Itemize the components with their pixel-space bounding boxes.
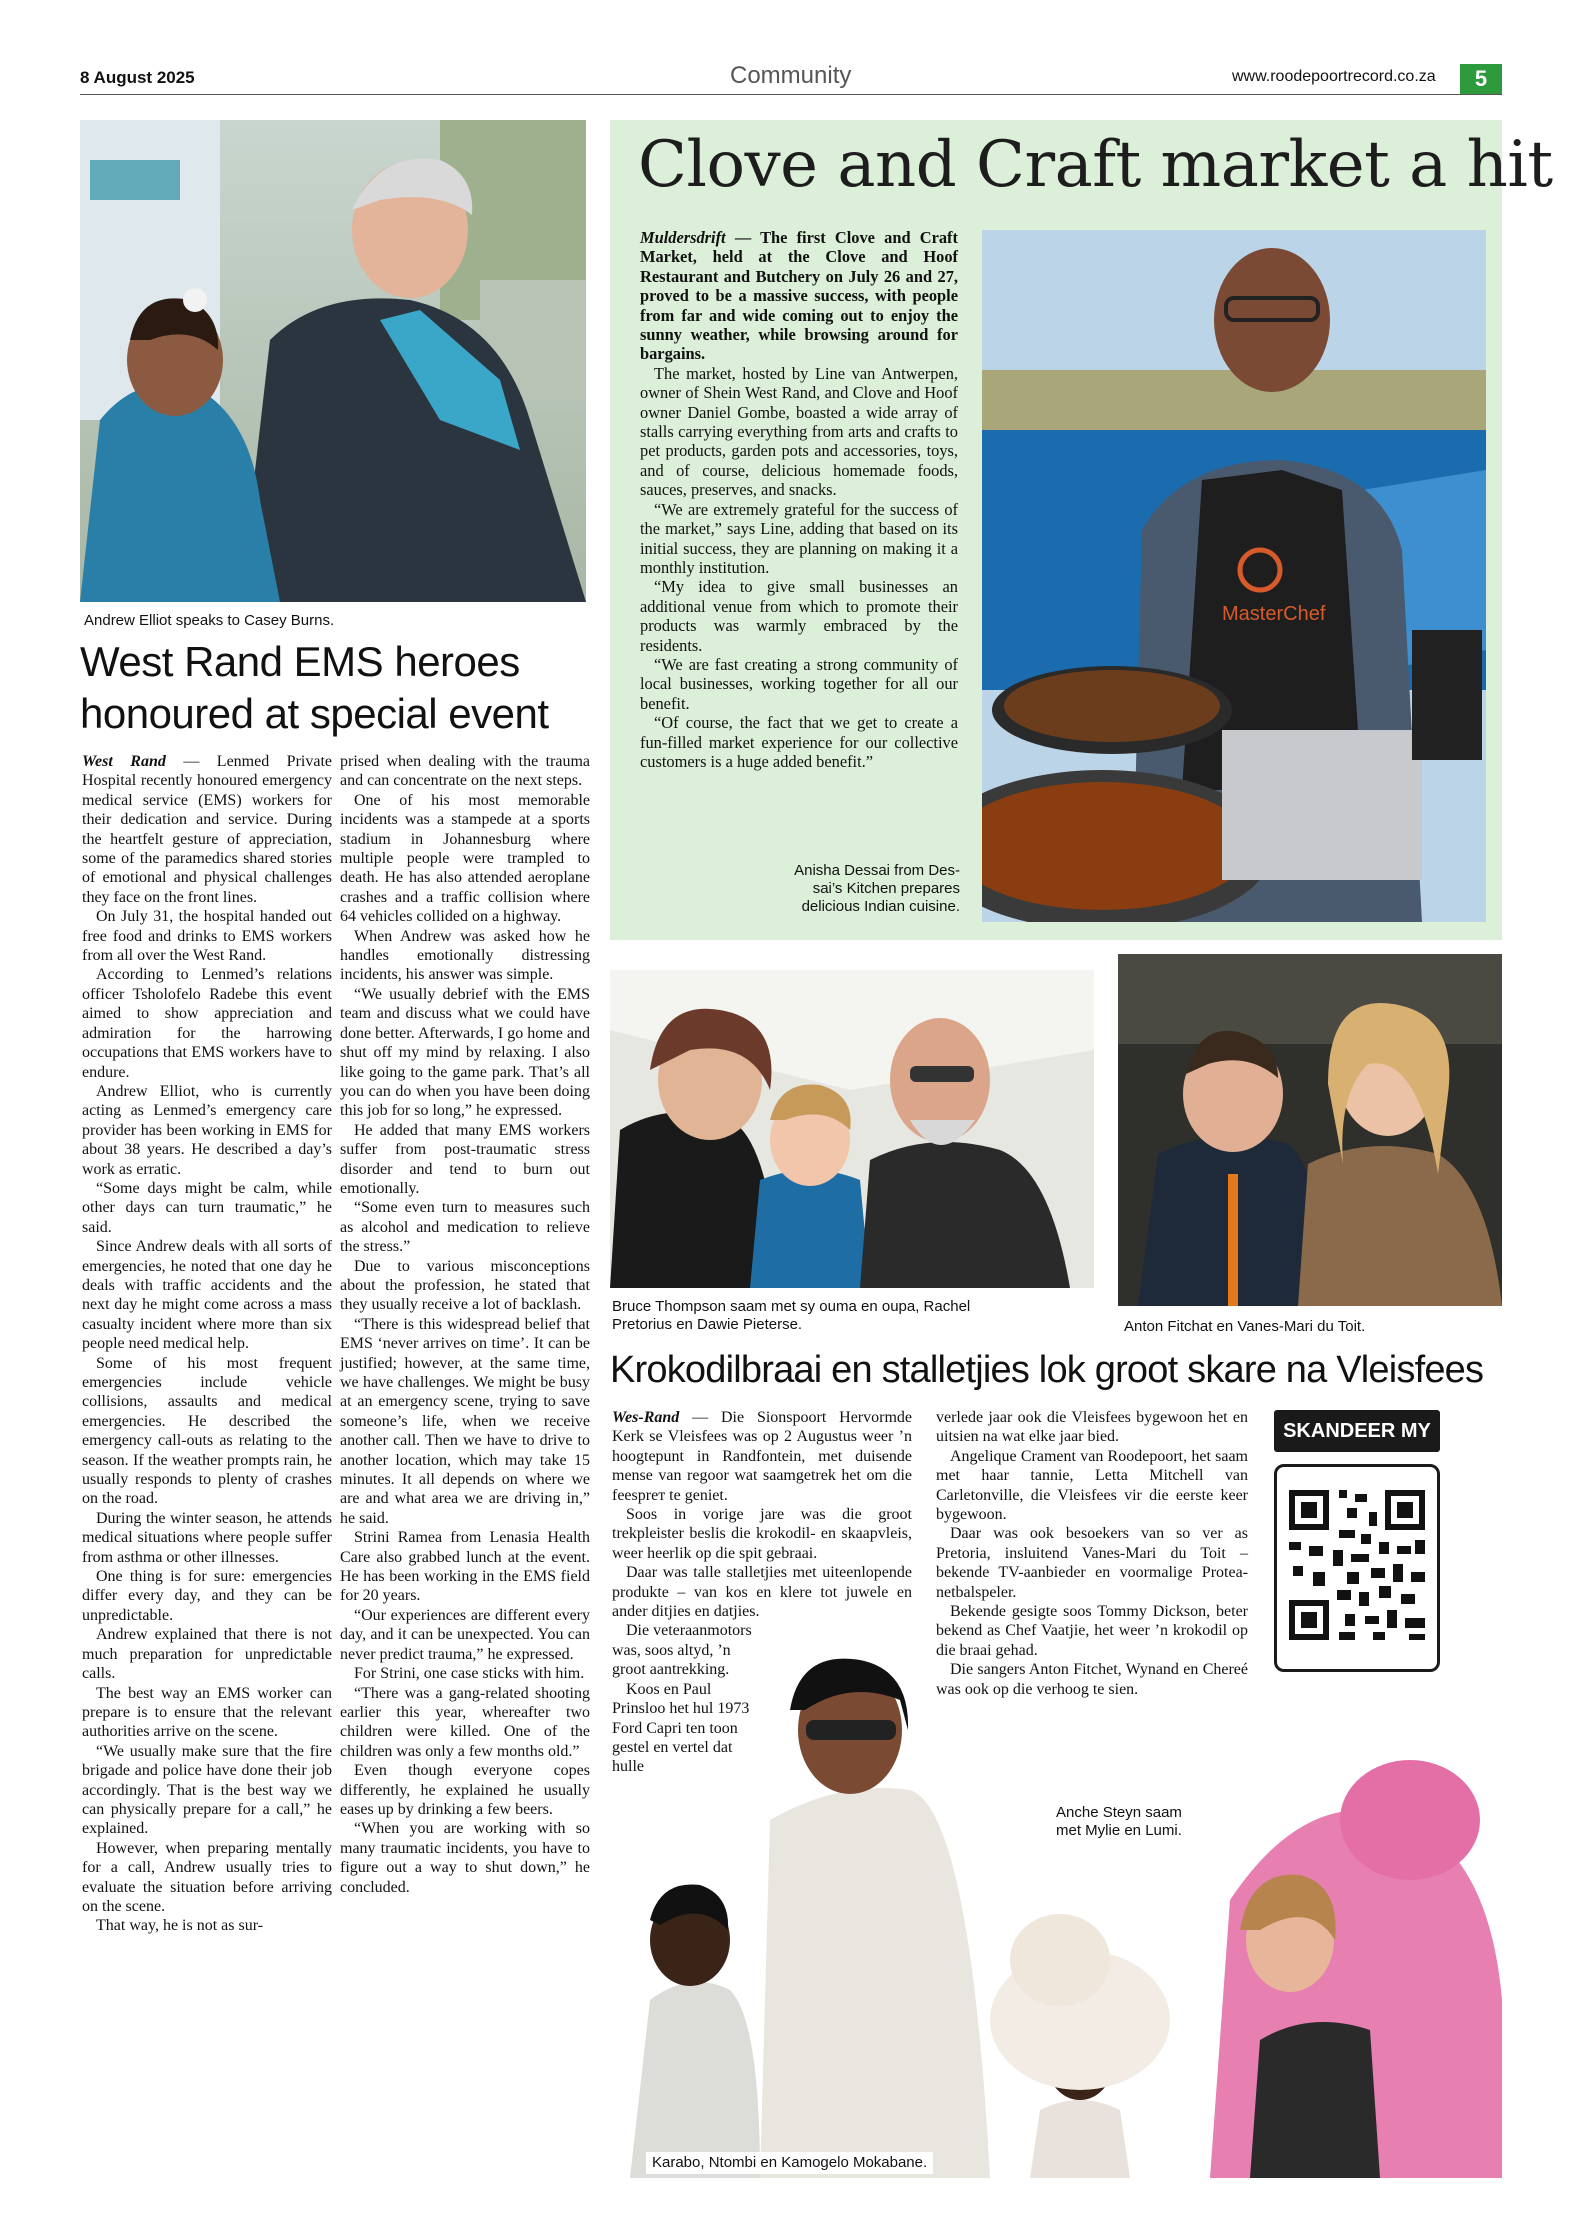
- ems-dateline: West Rand: [82, 753, 166, 770]
- issue-date: 8 August 2025: [80, 68, 195, 87]
- ems-para: “We usually make sure that the fire brigade and police have done their job accordingly. That is the best way we can physically prepare for a call,” he explained.: [82, 1742, 332, 1838]
- clove-headline: Clove and Craft market a hit: [638, 128, 1553, 202]
- ems-para: “Some even turn to measures such as alcohol and medication to relieve the stress.”: [340, 1199, 590, 1256]
- header-rule: [80, 94, 1502, 95]
- vleisfees-para: Koos en Paul Prinsloo het hul 1973 Ford Capri ten toon gestel en vertel dat hulle: [612, 1680, 750, 1776]
- ems-headline-line1: West Rand EMS heroes: [80, 638, 520, 685]
- vleisfees-para: Daar was ook besoekers van so ver as Pretoria, insluitend Vanes-Mari du Toit – bekende TV-aanbieder en voormalige Protea-netbalspeler.: [936, 1525, 1248, 1601]
- ems-para: During the winter season, he attends medical situations where people suffer from asthma or other illnesses.: [82, 1509, 332, 1566]
- ems-para: “There is this widespread belief that EMS ‘never arrives on time’. It can be justified; however, at the same time, we have challenges. We might be busy at an emergency scene, trying to save someone’s life, when we receive another call. Then we have to drive to another location, which may take 15 minutes. It all depends on where we are and what area we are driving in,” he said.: [340, 1315, 590, 1527]
- vleisfees-para: Angelique Crament van Roodepoort, het saam met haar tannie, Letta Mitchell van Carletonville, die Vleisfees vir die eerste keer bygewoon.: [936, 1447, 1248, 1524]
- clove-para: The market, hosted by Line van Antwerpen, owner of Shein West Rand, and Clove and Hoof owner Daniel Gombe, boasted a wide array of stalls carrying everything from arts and crafts to pet products, garden pots and accessories, toys, and of course, delicious homemade foods, sauces, preserves, and snacks.: [640, 363, 958, 500]
- ems-headline: [80, 636, 600, 740]
- ems-para: West Rand — Lenmed Private Hospital recently honoured emergency medical service (EMS) workers for their dedication and service. During the heartfelt gesture of appreciation, some of the paramedics shared stories of emotional and physical challenges they face on the front lines.: [82, 753, 332, 906]
- page-number: 5: [1460, 64, 1502, 94]
- ems-para: Andrew Elliot, who is currently acting as Lenmed’s emergency care provider has been working in EMS for about 38 years. He described a day’s work as erratic.: [82, 1082, 332, 1178]
- qr-scan-label: SKANDEER MY: [1274, 1410, 1440, 1452]
- qr-code-icon[interactable]: [1274, 1464, 1440, 1672]
- clove-para: “We are extremely grateful for the success of the market,” says Line, adding that based on its initial success, they are planning on making it a monthly institution.: [640, 499, 958, 577]
- ems-para: Andrew explained that there is not much preparation for unpredictable calls.: [82, 1626, 332, 1683]
- ems-headline-line2: honoured at special event: [80, 690, 549, 737]
- ems-para: “When you are working with so many traumatic incidents, you have to figure out a way to shut down,” he concluded.: [340, 1820, 590, 1896]
- clove-para: “Of course, the fact that we get to create a fun-filled market experience for our collective customers is a huge added benefit.”: [640, 713, 958, 771]
- poodle-photo-caption: Anche Steyn saam met Mylie en Lumi.: [1056, 1804, 1182, 1839]
- ems-para: “Our experiences are different every day, and it can be unexpected. You can never predict trauma,” he expressed.: [340, 1606, 590, 1663]
- ems-para: When Andrew was asked how he handles emotionally distressing incidents, his answer was simple.: [340, 927, 590, 984]
- vleisfees-column-1: [612, 1408, 912, 1777]
- clove-para: “My idea to give small businesses an additional venue from which to promote their products was warmly embraced by the residents.: [640, 577, 958, 655]
- vleisfees-para: Wes-Rand — Die Sionspoort Hervormde Kerk se Vleisfees was op 2 Augustus weer ’n hoogtepunt in Randfontein, met duisende mense van regoor wat saamgetrek het om die feesprет te geniet.: [612, 1409, 912, 1504]
- ems-para: One of his most memorable incidents was a stampede at a sports stadium in Johannesburg where multiple people were trampled to death. He has also attended aeroplane crashes and a traffic collision where 64 vehicles collided on a highway.: [340, 791, 590, 926]
- ems-para: On July 31, the hospital handed out free food and drinks to EMS workers from all over the West Rand.: [82, 908, 332, 965]
- vleisfees-dateline: Wes-Rand: [612, 1409, 680, 1426]
- ems-photo: [80, 120, 586, 602]
- vleisfees-para: Die sangers Anton Fitchet, Wynand en Chereé was ook op die verhoog te sien.: [936, 1661, 1248, 1698]
- ems-para: Some of his most frequent emergencies include vehicle collisions, assaults and medical emergencies. He described the emergency call-outs as relating to the season. If the weather prompts rain, he usually responds to plenty of crashes on the road.: [82, 1354, 332, 1508]
- ems-para: According to Lenmed’s relations officer Tsholofelo Radebe this event aimed to show appreciation and admiration for the harrowing occupations that EMS workers have to endure.: [82, 966, 332, 1081]
- ems-para: “Some days might be calm, while other days can turn traumatic,” he said.: [82, 1179, 332, 1236]
- couple-photo: [1118, 954, 1502, 1306]
- clove-lead: Muldersdrift — The first Clove and Craft Market, held at the Clove and Hoof Restaurant and Butchery on July 26 and 27, proved to be a massive success, with people from far and wide coming out to enjoy the sunny weather, while browsing around for bargains.: [640, 228, 958, 364]
- ems-para: Since Andrew deals with all sorts of emergencies, he noted that one day he deals with traffic accidents and the next day he might come across a mass casualty incident where more than six people need medical help.: [82, 1238, 332, 1353]
- ems-para: “We usually debrief with the EMS team and discuss what we could have done better. Afterwards, I go home and shut off my mind by relaxing. I also like going to the game park. That’s all you can do when you have been doing this job for so long,” he expressed.: [340, 985, 590, 1120]
- ems-photo-caption: Andrew Elliot speaks to Casey Burns.: [84, 612, 335, 629]
- ems-para: Strini Ramea from Lenasia Health Care also grabbed lunch at the event. He has been working in the EMS field for 20 years.: [340, 1529, 590, 1605]
- vleisfees-column-2: [936, 1408, 1248, 1699]
- ems-para: prised when dealing with the trauma and can concentrate on the next steps.: [340, 753, 590, 790]
- ems-para: “There was a gang-related shooting earlier this year, whereafter two children were killed. One of the children was only a few months old.”: [340, 1684, 590, 1760]
- bottom-photo-caption: Karabo, Ntombi en Kamogelo Mokabane.: [646, 2152, 933, 2174]
- vleisfees-para: Soos in vorige jare was die groot trekpleister beslis die krokodil- en skaapvleis, weer heerlik op die spit gebraai.: [612, 1506, 912, 1562]
- vleisfees-para: Bekende gesigte soos Tommy Dickson, beter bekend as Chef Vaatjie, het weer ’n krokodil op die braai gehad.: [936, 1603, 1248, 1659]
- couple-photo-caption: Anton Fitchat en Vanes-Mari du Toit.: [1124, 1318, 1366, 1335]
- family-photo-caption: Bruce Thompson saam met sy ouma en oupa, Rachel Pretorius en Dawie Pieterse.: [612, 1298, 971, 1333]
- clove-para: “We are fast creating a strong community of local businesses, working together for all our benefit.: [640, 654, 958, 713]
- ems-para: Even though everyone copes differently, he explained he usually eases up by drinking a few beers.: [340, 1762, 590, 1818]
- vleisfees-headline: Krokodilbraai en stalletjies lok groot skare na Vleisfees: [610, 1349, 1484, 1391]
- vleisfees-para: verlede jaar ook die Vleisfees bygewoon het en uitsien na wat elke jaar bied.: [936, 1409, 1248, 1446]
- ems-para: One thing is for sure: emergencies differ every day, and they can be unpredictable.: [82, 1568, 332, 1624]
- clove-column: [640, 228, 958, 771]
- apron-logo: MasterChef: [1222, 603, 1326, 625]
- vleisfees-para: Daar was talle stalletjies met uiteenlopende produkte – van kos en klere tot juwele en ander ditjies en datjies.: [612, 1564, 912, 1621]
- ems-column-1: [82, 752, 332, 1936]
- clove-photo-caption: Anisha Dessai from Des- sai’s Kitchen prepares delicious Indian cuisine.: [794, 862, 960, 915]
- ems-para: However, when preparing mentally for a call, Andrew usually tries to evaluate the situation before arriving on the scene.: [82, 1839, 332, 1915]
- ems-para: Due to various misconceptions about the profession, he stated that they usually receive a lot of backlash.: [340, 1257, 590, 1314]
- ems-para: The best way an EMS worker can prepare is to ensure that the relevant authorities arrive on the scene.: [82, 1684, 332, 1741]
- site-url[interactable]: www.roodepoortrecord.co.za: [1232, 68, 1436, 85]
- clove-photo: [982, 230, 1486, 922]
- ems-para: For Strini, one case sticks with him.: [354, 1665, 585, 1683]
- family-photo: [610, 970, 1094, 1288]
- clove-dateline: Muldersdrift: [640, 228, 726, 247]
- vleisfees-para: Die veteraanmotors was, soos altyd, ’n groot aantrekking.: [612, 1622, 752, 1679]
- ems-para: He added that many EMS workers suffer from post-traumatic stress disorder and tend to burn out emotionally.: [340, 1121, 590, 1197]
- ems-column-2: [340, 752, 590, 1897]
- ems-para: That way, he is not as sur-: [96, 1917, 264, 1935]
- section-name: Community: [730, 62, 852, 89]
